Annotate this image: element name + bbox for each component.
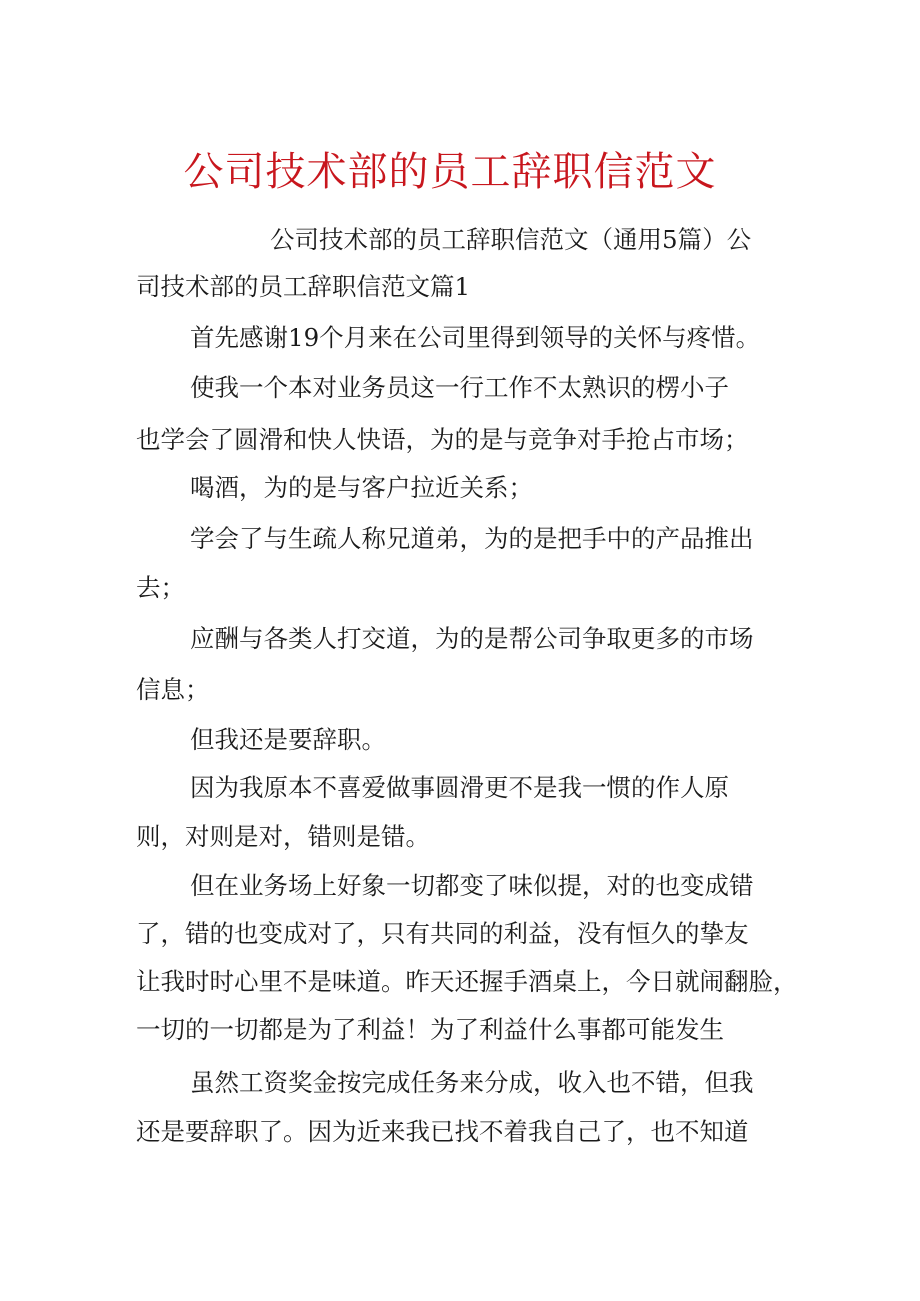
paragraph-line: 让我时时心里不是味道。昨天还握手酒桌上，今日就闹翻脸， [136,967,798,996]
paragraph-line: 则，对则是对，错则是错。 [136,822,430,851]
paragraph-line: 使我一个本对业务员这一行工作不太熟识的楞小子 [190,373,729,402]
paragraph-line: 但在业务场上好象一切都变了味似提，对的也变成错 [190,871,754,900]
paragraph-line: 也学会了圆滑和快人快语，为的是与竞争对手抢占市场； [136,425,749,454]
paragraph-line: 首先感谢19个月来在公司里得到领导的关怀与疼惜。 [190,323,761,352]
paragraph-line: 还是要辞职了。因为近来我已找不着我自己了，也不知道 [136,1117,749,1146]
paragraph-line: 因为我原本不喜爱做事圆滑更不是我一惯的作人原 [190,773,729,802]
paragraph-line: 学会了与生疏人称兄道弟，为的是把手中的产品推出 [190,524,754,553]
paragraph-line: 应酬与各类人打交道，为的是帮公司争取更多的市场 [190,624,754,653]
paragraph-line: 司技术部的员工辞职信范文篇1 [136,272,471,301]
paragraph-line: 一切的一切都是为了利益！为了利益什么事都可能发生 [136,1015,724,1044]
paragraph-line: 喝酒，为的是与客户拉近关系； [190,473,533,502]
paragraph-line: 去； [136,573,185,602]
paragraph-line: 了，错的也变成对了，只有共同的利益，没有恒久的挚友 [136,919,749,948]
paragraph-line: 虽然工资奖金按完成任务来分成，收入也不错，但我 [190,1068,754,1097]
document-title: 公司技术部的员工辞职信范文 [183,149,717,195]
paragraph-line: 但我还是要辞职。 [190,725,386,754]
paragraph-line: 信息； [136,675,210,704]
paragraph-line: 公司技术部的员工辞职信范文（通用5篇）公 [270,225,752,254]
